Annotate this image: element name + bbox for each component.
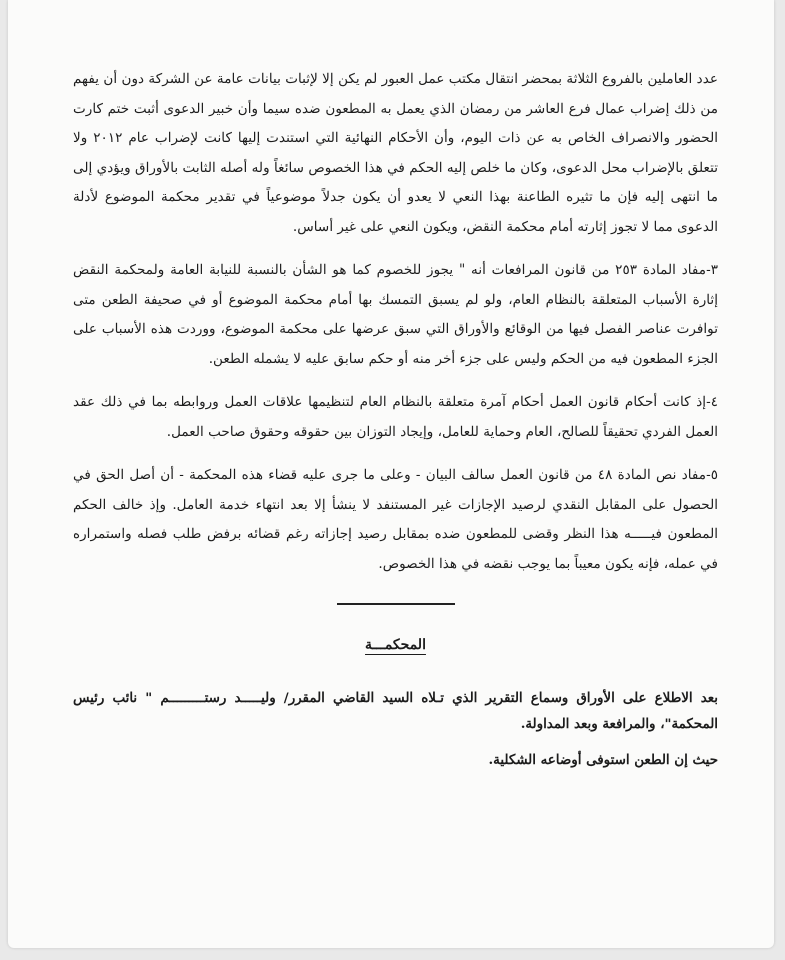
- document-page: [8, 0, 774, 948]
- paragraph-point-3: ٣-مفاد المادة ٢٥٣ من قانون المرافعات أنه " يجوز للخصوم كما هو الشأن بالنسبة للنيابة العامة ولمحكمة النقض إثارة الأسباب المتعلقة بالنظام العام، ولو لم يسبق التمسك بها أمام محكمة الموضوع أو في صحيفة الطعن متى توافرت عناصر الفصل فيها من الوقائع والأوراق التي سبق عرضها على محكمة الموضوع، ووردت هذه الأسباب على الجزء المطعون فيه من الحكم وليس على جزء أخر منه أو حكم سابق عليه لا يشمله الطعن.: [73, 262, 718, 367]
- court-paragraph-review: بعد الاطلاع على الأوراق وسماع التقرير الذي تـلاه السيد القاضي المقرر/ وليـــــد رستـــــــــم " نائب رئيس المحكمة"، والمرافعة وبعد المداولة.: [73, 689, 718, 732]
- paragraph-point-4: ٤-إذ كانت أحكام قانون العمل أحكام آمرة متعلقة بالنظام العام لتنظيمها علاقات العمل وروابطه بما في ذلك عقد العمل الفردي تحقيقاً للصالح، العام وحماية للعامل، وإيجاد التوزان بين حقوقه وحقوق صاحب العمل.: [73, 394, 718, 440]
- court-section: [73, 685, 718, 773]
- court-heading: المحكمـــة: [365, 637, 426, 653]
- section-divider: [337, 603, 455, 605]
- paragraph-point-5: ٥-مفاد نص المادة ٤٨ من قانون العمل سالف البيان - وعلى ما جرى عليه قضاء هذه المحكمة - أن أصل الحق في الحصول على المقابل النقدي لرصيد الإجازات غير المستنفد لا ينشأ إلا بعد انتهاء خدمة العامل. وإذ خالف الحكم المطعون فيـــــه هذا النظر وقضى للمطعون ضده بمقابل رصيد إجازاته رغم قضائه برفض طلب فصله واستمراره في عمله، فإنه يكون معيباً بما يوجب نقضه في هذا الخصوص.: [73, 467, 718, 572]
- paragraph-intro: عدد العاملين بالفروع الثلاثة بمحضر انتقال مكتب عمل العبور لم يكن إلا لإثبات بيانات عامة عن الشركة دون أن يفهم من ذلك إضراب عمال فرع العاشر من رمضان الذي يعمل به المطعون ضده سيما وأن خبير الدعوى أثبت ختم كارت الحضور والانصراف الخاص به عن ذات اليوم، وأن الأحكام النهائية التي استندت إليها كانت لإضراب عام ٢٠١٢ ولا تتعلق بالإضراب محل الدعوى، وكان ما خلص إليه الحكم في هذا الخصوص سائغاً وله أصله الثابت بالأوراق ويؤدي إلى ما انتهى إليه فإن ما تثيره الطاعنة بهذا النعي لا يعدو أن يكون جدلاً موضوعياً في تقدير محكمة الموضوع لأدلة الدعوى مما لا تجوز إثارته أمام محكمة النقض، ويكون النعي على غير أساس.: [73, 71, 718, 235]
- court-paragraph-formal: حيث إن الطعن استوفى أوضاعه الشكلية.: [488, 751, 718, 768]
- document-body: [73, 65, 718, 783]
